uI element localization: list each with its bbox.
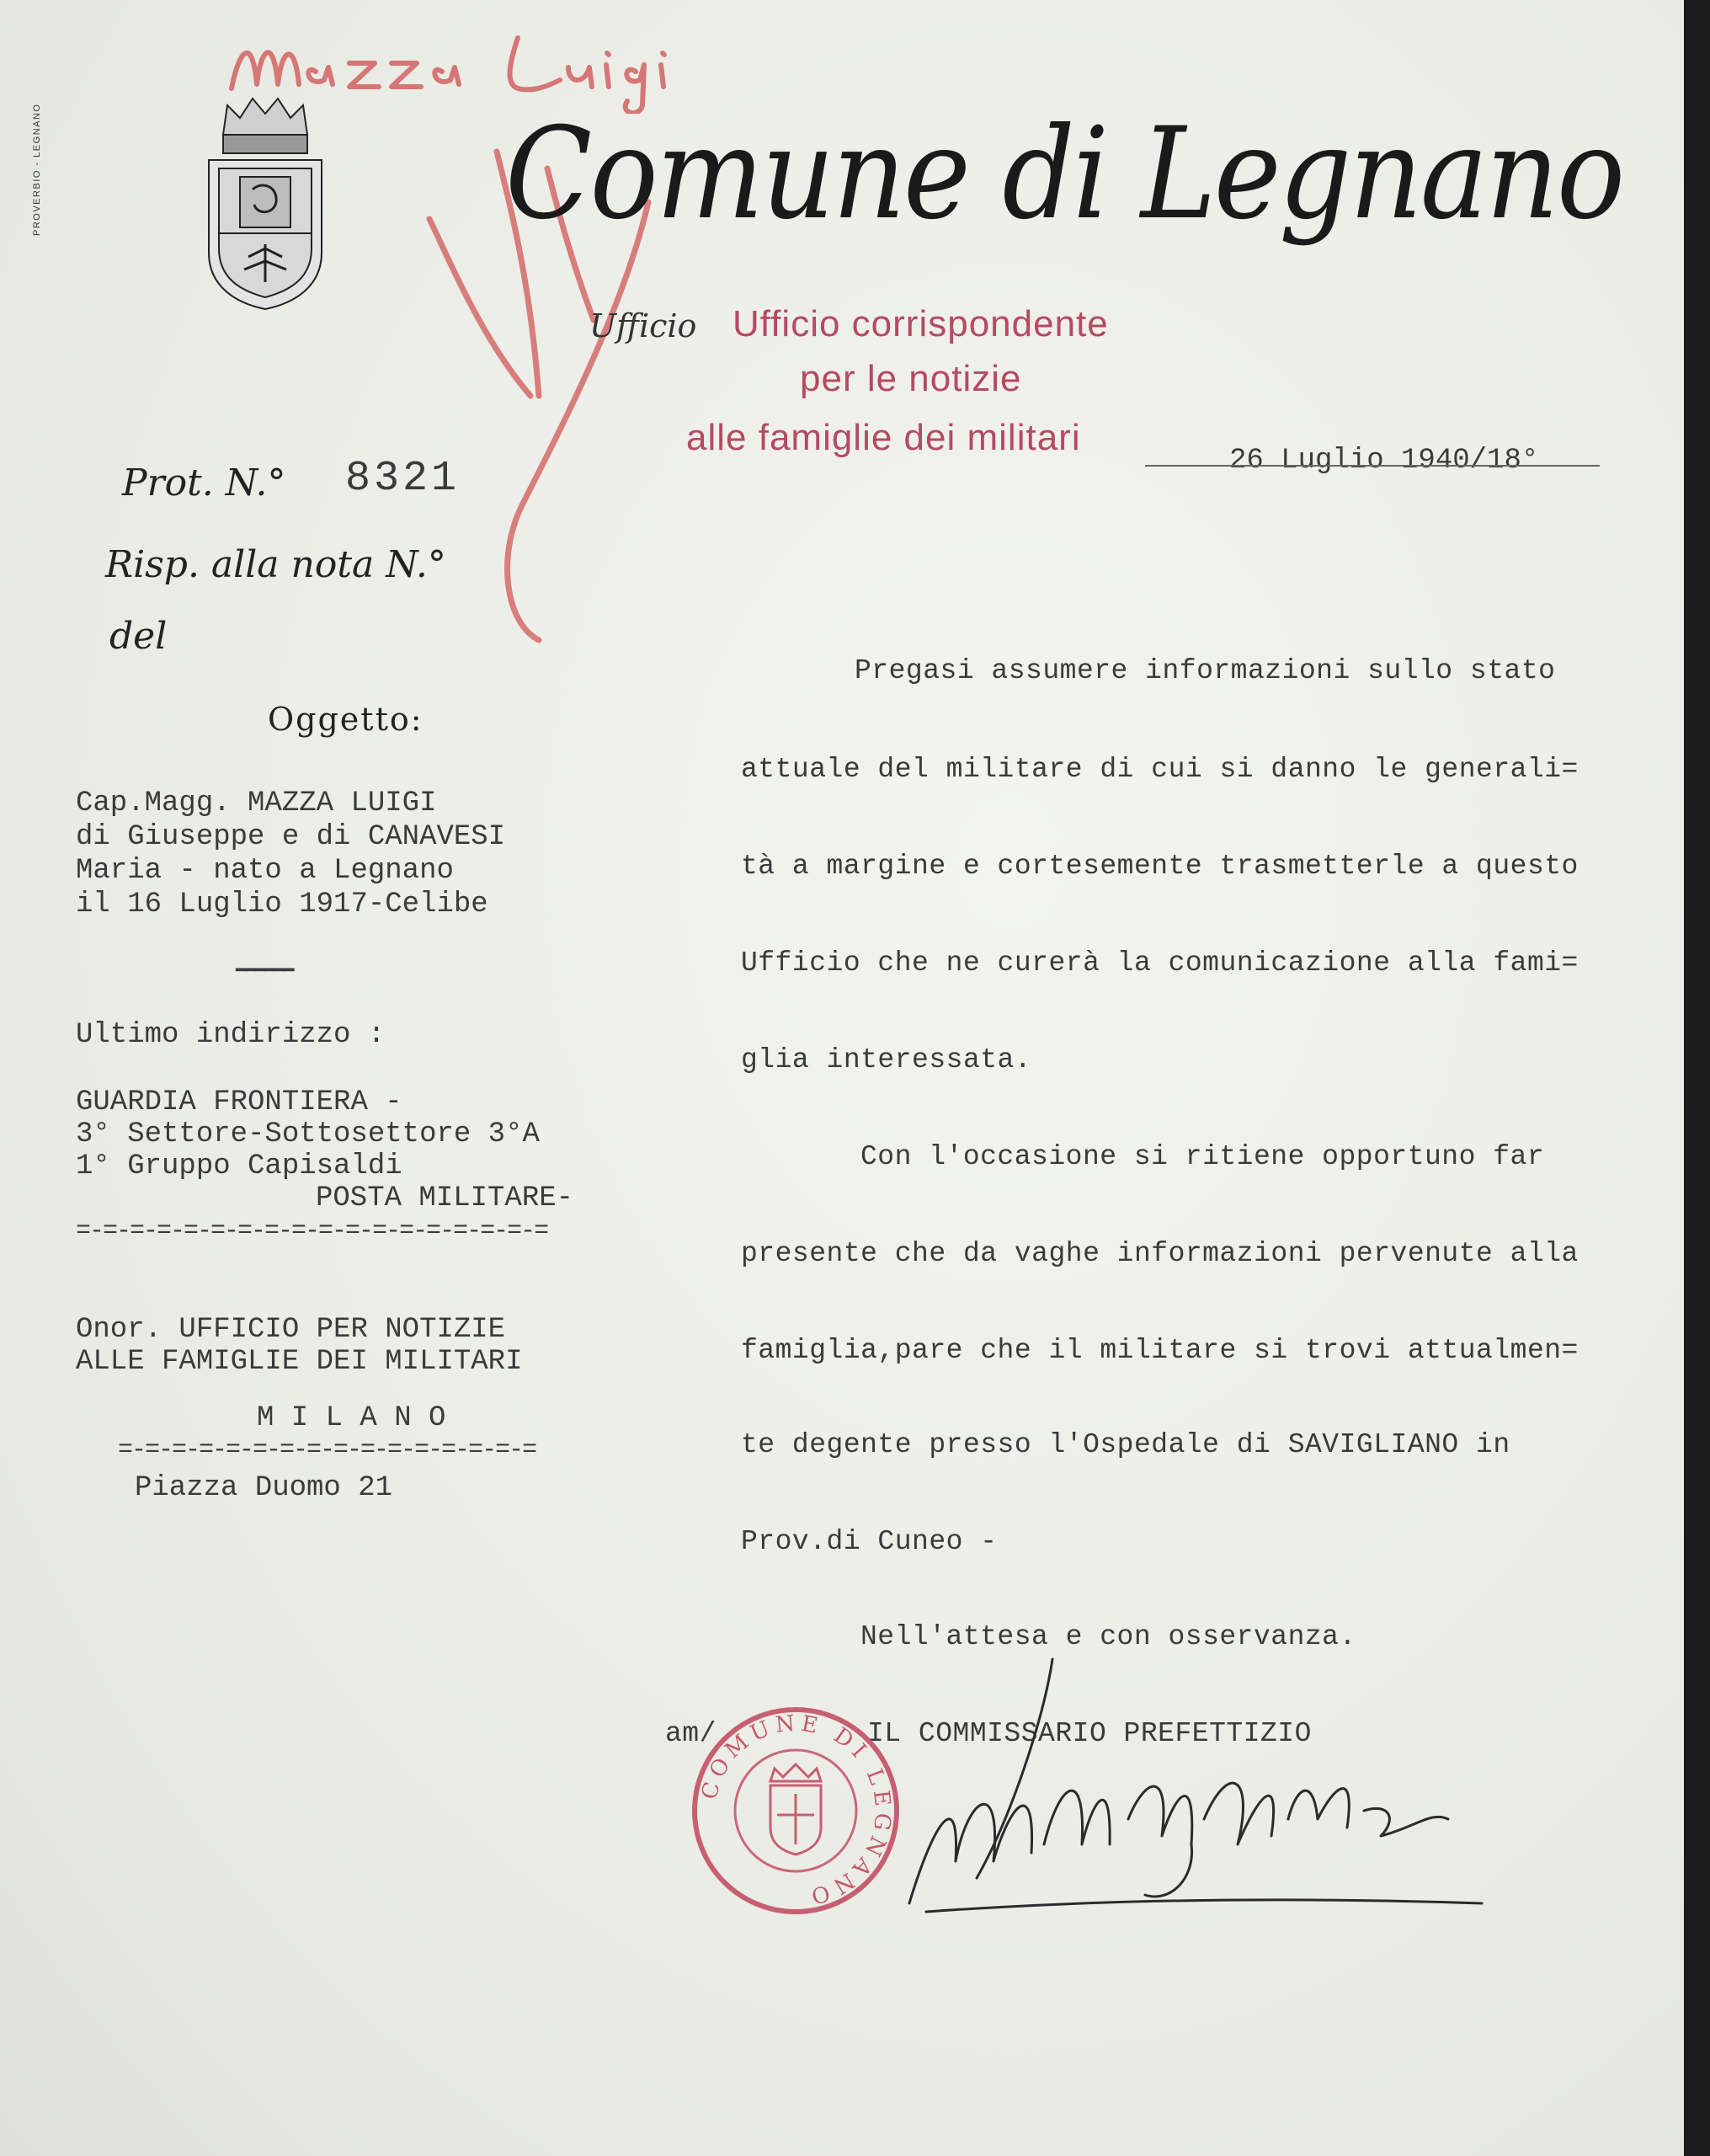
- office-stamp-line-1: Ufficio corrispondente: [732, 303, 1109, 344]
- subject-line-3: Maria - nato a Legnano: [76, 855, 454, 887]
- address-dash-rule: =-=-=-=-=-=-=-=-=-=-=-=-=-=-=-=-=-=: [76, 1217, 548, 1246]
- body-line-8: famiglia,pare che il militare si trovi attualmen=: [741, 1335, 1579, 1366]
- body-line-1: Pregasi assumere informazioni sullo stato: [855, 655, 1556, 686]
- recipient-city: M I L A N O: [257, 1402, 446, 1434]
- del-label: del: [109, 615, 168, 658]
- recipient-street: Piazza Duomo 21: [135, 1472, 393, 1504]
- address-line-1: GUARDIA FRONTIERA -: [76, 1086, 402, 1118]
- oggetto-label: Oggetto:: [268, 701, 424, 738]
- subject-line-1: Cap.Magg. MAZZA LUIGI: [76, 787, 437, 819]
- address-line-2: 3° Settore-Sottosettore 3°A: [76, 1118, 540, 1150]
- printer-margin-text: PROVERBIO - LEGNANO: [32, 103, 42, 236]
- subject-rule: ━━━━━━: [236, 961, 293, 982]
- subject-line-2: di Giuseppe e di CANAVESI: [76, 821, 506, 853]
- office-stamp-line-3: alle famiglie dei militari: [686, 417, 1081, 458]
- reply-note-label: Risp. alla nota N.°: [105, 543, 446, 586]
- body-line-6: Con l'occasione si ritiene opportuno far: [860, 1141, 1545, 1172]
- body-line-11: Nell'attesa e con osservanza.: [860, 1621, 1356, 1652]
- date-rule: [1145, 465, 1600, 467]
- body-line-2: attuale del militare di cui si danno le generali=: [741, 754, 1579, 785]
- recipient-line-2: ALLE FAMIGLIE DEI MILITARI: [76, 1346, 523, 1378]
- ufficio-printed-label: Ufficio: [589, 307, 697, 344]
- protocol-number: 8321: [345, 455, 461, 503]
- body-line-3: tà a margine e cortesemente trasmetterle a questo: [741, 851, 1579, 882]
- recipient-line-1: Onor. UFFICIO PER NOTIZIE: [76, 1314, 506, 1346]
- signature-title: IL COMMISSARIO PREFETTIZIO: [867, 1718, 1312, 1749]
- protocol-label: Prot. N.°: [122, 462, 286, 504]
- body-line-4: Ufficio che ne curerà la comunicazione alla fami=: [741, 947, 1579, 979]
- city-dash-rule: =-=-=-=-=-=-=-=-=-=-=-=-=-=-=-=: [118, 1436, 536, 1465]
- coat-of-arms-icon: [202, 88, 328, 316]
- address-line-4: POSTA MILITARE-: [316, 1182, 574, 1214]
- last-address-label: Ultimo indirizzo :: [76, 1019, 386, 1051]
- signature-prefix: am/: [665, 1718, 716, 1749]
- body-line-10: Prov.di Cuneo -: [741, 1526, 998, 1557]
- municipal-seal: [686, 1701, 905, 1920]
- seal-text: COMUNE DI LEGNANO: [696, 1710, 896, 1910]
- body-line-9: te degente presso l'Ospedale di SAVIGLIANO in: [741, 1429, 1510, 1460]
- body-line-5: glia interessata.: [741, 1044, 1032, 1075]
- letterhead-title: Comune di Legnano: [505, 101, 1623, 248]
- address-line-3: 1° Gruppo Capisaldi: [76, 1150, 402, 1182]
- letter-date: 26 Luglio 1940/18°: [1229, 445, 1539, 477]
- handwritten-signature: [876, 1651, 1516, 1929]
- body-line-7: presente che da vaghe informazioni pervenute alla: [741, 1238, 1579, 1269]
- office-stamp-line-2: per le notizie: [800, 358, 1022, 399]
- subject-line-4: il 16 Luglio 1917-Celibe: [76, 889, 488, 921]
